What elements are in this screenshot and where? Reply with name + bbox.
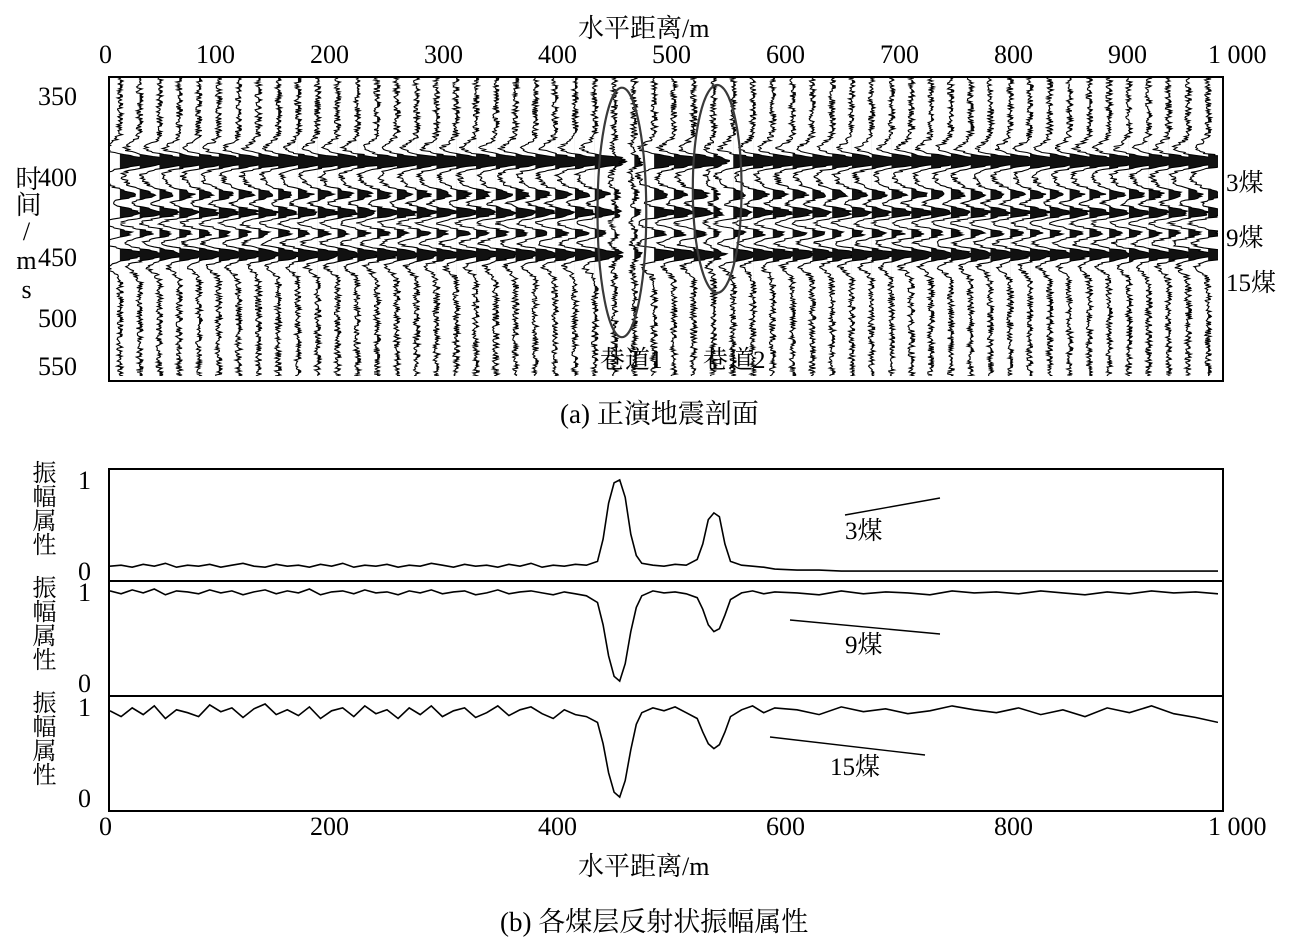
amplitude-curve-15coal <box>110 697 1218 806</box>
panel-b-xtick-2: 400 <box>538 812 577 841</box>
series-label-3coal: 3煤 <box>845 518 883 545</box>
caption-b: (b) 各煤层反射状振幅属性 <box>500 907 809 937</box>
panel-a-xtick-3: 300 <box>424 40 463 69</box>
panel-a-xtick-6: 600 <box>766 40 805 69</box>
panel-a-xtick-2: 200 <box>310 40 349 69</box>
horizon-label-15coal: 15煤 <box>1226 270 1277 297</box>
panel-a-xtick-0: 0 <box>99 40 112 69</box>
amplitude-plot-3coal <box>108 468 1224 585</box>
panel-a-xtick-8: 800 <box>994 40 1033 69</box>
subpanel-1-ylabel: 振幅属性 <box>28 460 54 556</box>
annotation-roadway-2: 巷道2 <box>703 347 766 374</box>
panel-b-xtick-3: 600 <box>766 812 805 841</box>
panel-b-xtick-0: 0 <box>99 812 112 841</box>
annotation-roadway-1: 巷道1 <box>600 347 663 374</box>
panel-a-xtick-10: 1 000 <box>1208 40 1267 69</box>
seismic-section-plot <box>108 76 1224 382</box>
panel-a-xtick-9: 900 <box>1108 40 1147 69</box>
panel-a-ylabel: 时间/ms <box>12 165 41 304</box>
panel-a-ytick-1: 400 <box>38 163 77 192</box>
subpanel-3-ytick-0: 0 <box>78 784 91 813</box>
panel-a-xtick-1: 100 <box>196 40 235 69</box>
caption-a: (a) 正演地震剖面 <box>560 399 759 429</box>
horizon-label-3coal: 3煤 <box>1226 170 1264 197</box>
panel-a-ytick-3: 500 <box>38 304 77 333</box>
panel-a-xtick-7: 700 <box>880 40 919 69</box>
panel-a-ytick-0: 350 <box>38 82 77 111</box>
series-label-15coal: 15煤 <box>830 754 881 781</box>
panel-a-xlabel: 水平距离/m <box>578 14 710 43</box>
panel-a-ytick-2: 450 <box>38 243 77 272</box>
panel-a-ytick-4: 550 <box>38 352 77 381</box>
seismic-wiggle-svg <box>110 78 1218 376</box>
panel-b-xtick-4: 800 <box>994 812 1033 841</box>
amplitude-plot-9coal <box>108 580 1224 697</box>
subpanel-1-ytick-0: 0 <box>78 557 91 586</box>
subpanel-2-ytick-0: 0 <box>78 669 91 698</box>
panel-b-xlabel: 水平距离/m <box>578 852 710 881</box>
panel-b-xtick-5: 1 000 <box>1208 812 1267 841</box>
subpanel-2-ylabel: 振幅属性 <box>28 575 54 671</box>
panel-a-xtick-4: 400 <box>538 40 577 69</box>
amplitude-plot-15coal <box>108 695 1224 812</box>
amplitude-curve-3coal <box>110 470 1218 579</box>
amplitude-curve-9coal <box>110 582 1218 691</box>
subpanel-1-ytick-1: 1 <box>78 466 91 495</box>
panel-b-xtick-1: 200 <box>310 812 349 841</box>
series-label-9coal: 9煤 <box>845 632 883 659</box>
subpanel-3-ytick-1: 1 <box>78 693 91 722</box>
panel-a-xtick-5: 500 <box>652 40 691 69</box>
horizon-label-9coal: 9煤 <box>1226 225 1264 252</box>
subpanel-3-ylabel: 振幅属性 <box>28 690 54 786</box>
subpanel-2-ytick-1: 1 <box>78 578 91 607</box>
